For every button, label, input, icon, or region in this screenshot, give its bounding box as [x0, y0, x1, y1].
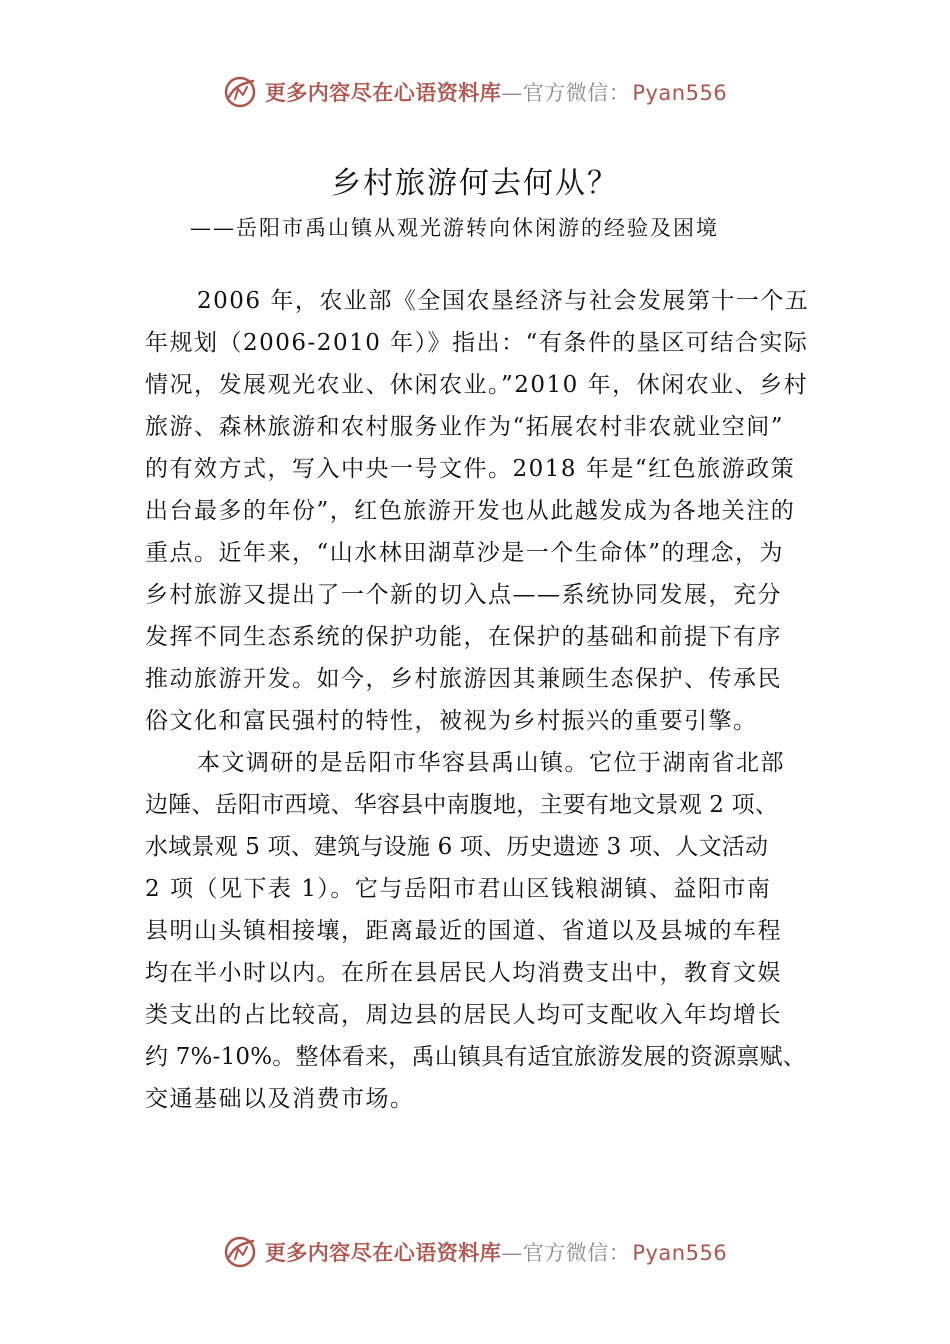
paragraph-2-line: 2 项（见下表 1）。它与岳阳市君山区钱粮湖镇、益阳市南	[145, 876, 772, 902]
paragraph-2-line: 边陲、岳阳市西境、华容县中南腹地，主要有地文景观 2 项、	[145, 792, 779, 818]
watermark-site-text: 更多内容尽在心语资料库	[264, 1240, 502, 1265]
paragraph-1-line: 重点。近年来，“山水林田湖草沙是一个生命体”的理念，为	[145, 540, 785, 566]
paragraph-1-line: 情况，发展观光农业、休闲农业。”2010 年，休闲农业、乡村	[145, 372, 809, 398]
watermark-wechat-id: Pyan556	[632, 81, 728, 105]
footer-watermark	[0, 1232, 950, 1272]
article-body	[145, 280, 815, 1120]
paragraph-1-line: 旅游、森林旅游和农村服务业作为“拓展农村非农就业空间”	[145, 414, 785, 440]
paragraph-1-line: 乡村旅游又提出了一个新的切入点——系统协同发展，充分	[145, 582, 782, 608]
paragraph-1-line: 的有效方式，写入中央一号文件。2018 年是“红色旅游政策	[145, 456, 796, 482]
watermark-wechat-id: Pyan556	[632, 1241, 728, 1265]
paragraph-2-line: 县明山头镇相接壤，距离最近的国道、省道以及县城的车程	[145, 918, 782, 944]
watermark-official-label: 官方微信：	[522, 81, 631, 105]
paragraph-1-line: 推动旅游开发。如今，乡村旅游因其兼顾生态保护、传承民	[145, 666, 782, 692]
paragraph-2-line: 交通基础以及消费市场。	[145, 1086, 415, 1112]
paragraph-2-line: 本文调研的是岳阳市华容县禹山镇。它位于湖南省北部	[197, 750, 785, 776]
article-title: 乡村旅游何去何从？	[331, 166, 619, 201]
paragraph-2-line: 水域景观 5 项、建筑与设施 6 项、历史遗迹 3 项、人文活动	[145, 834, 769, 860]
paragraph-1-line: 年规划（2006-2010 年）》指出：“有条件的垦区可结合实际	[145, 330, 809, 356]
brand-seal-logo-icon	[223, 75, 257, 109]
watermark-dash: —	[501, 81, 523, 105]
paragraph-1-line: 发挥不同生态系统的保护功能，在保护的基础和前提下有序	[145, 624, 782, 650]
watermark-dash: —	[501, 1241, 523, 1265]
paragraph-1-line: 2006 年，农业部《全国农垦经济与社会发展第十一个五	[197, 288, 810, 314]
watermark-text	[265, 77, 727, 107]
paragraph-1-line: 出台最多的年份”，红色旅游开发也从此越发成为各地关注的	[145, 498, 796, 524]
paragraph-1-line: 俗文化和富民强村的特性，被视为乡村振兴的重要引擎。	[145, 708, 758, 734]
watermark-official-label: 官方微信：	[522, 1241, 631, 1265]
paragraph-2-line: 类支出的占比较高，周边县的居民人均可支配收入年均增长	[145, 1002, 782, 1028]
brand-seal-logo-icon	[223, 1235, 257, 1269]
paragraph-2-line: 均在半小时以内。在所在县居民人均消费支出中，教育文娱	[145, 960, 782, 986]
header-watermark	[0, 72, 950, 112]
watermark-text	[265, 1237, 727, 1267]
article-subtitle: ——岳阳市禹山镇从观光游转向休闲游的经验及困境	[190, 216, 719, 240]
paragraph-2-line: 约 7%-10%。整体看来，禹山镇具有适宜旅游发展的资源禀赋、	[145, 1044, 806, 1070]
watermark-site-text: 更多内容尽在心语资料库	[264, 80, 502, 105]
